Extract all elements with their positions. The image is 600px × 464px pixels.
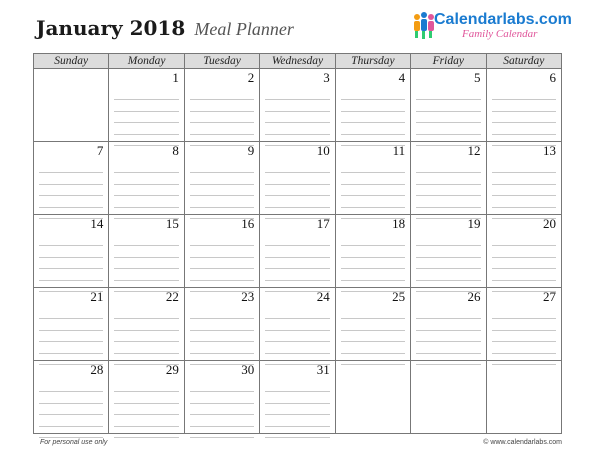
meal-lines [39,308,103,365]
meal-lines [114,162,178,219]
meal-line [341,112,405,123]
day-cell[interactable] [34,288,109,361]
calendar-grid [33,53,562,434]
meal-line [265,319,329,330]
meal-line [265,415,329,426]
meal-line [492,89,556,100]
day-number: 12 [467,143,481,158]
meal-line [341,89,405,100]
day-number: 4 [398,70,406,85]
meal-line [114,246,178,257]
meal-line [190,246,254,257]
meal-line [39,173,103,184]
meal-line [265,123,329,134]
meal-lines [190,162,254,219]
day-number: 23 [241,289,255,304]
calendar-week-row [34,361,562,434]
day-cell[interactable] [486,288,561,361]
day-number: 17 [316,216,330,231]
meal-lines [341,162,405,219]
day-number: 22 [165,289,179,304]
meal-line [114,427,178,438]
meal-line [341,319,405,330]
meal-line [492,246,556,257]
footer-note: For personal use only [40,439,108,446]
meal-line [39,392,103,403]
meal-line [341,269,405,280]
meal-line [190,319,254,330]
meal-line [114,258,178,269]
day-number: 1 [172,70,179,85]
meal-lines [190,381,254,438]
day-cell[interactable] [411,288,486,361]
meal-line [114,269,178,280]
meal-line [341,331,405,342]
meal-line [190,112,254,123]
weekday-wednesday: Wednesday [260,54,335,69]
day-number: 2 [247,70,255,85]
weekday-sunday: Sunday [34,54,109,69]
meal-line [114,235,178,246]
day-number: 29 [165,362,179,377]
meal-line [114,196,178,207]
weekday-thursday: Thursday [335,54,410,69]
meal-line [341,196,405,207]
meal-lines [114,381,178,438]
day-cell[interactable] [335,288,410,361]
weekday-friday: Friday [411,54,486,69]
day-number: 24 [316,289,330,304]
day-cell[interactable] [411,142,486,215]
calendar-week-row [34,142,562,215]
meal-line [341,235,405,246]
meal-line [39,162,103,173]
day-cell [486,361,561,434]
day-cell[interactable] [109,288,184,361]
meal-line [190,258,254,269]
family-icon [412,12,436,40]
meal-line [416,112,480,123]
meal-line [492,342,556,353]
weekday-tuesday: Tuesday [184,54,259,69]
day-number: 30 [241,362,255,377]
meal-lines [265,235,329,292]
meal-line [492,308,556,319]
day-cell[interactable] [184,215,259,288]
day-cell[interactable] [260,69,335,142]
meal-line [416,196,480,207]
day-cell[interactable] [184,361,259,434]
meal-line [265,112,329,123]
meal-line [190,269,254,280]
meal-line [416,123,480,134]
day-cell[interactable] [260,142,335,215]
meal-line [265,196,329,207]
meal-line [265,258,329,269]
day-cell[interactable] [34,215,109,288]
meal-line [265,308,329,319]
meal-line [114,185,178,196]
meal-line [492,123,556,134]
meal-lines [114,235,178,292]
meal-lines [492,308,556,365]
meal-line [265,392,329,403]
meal-line [416,246,480,257]
meal-line [492,258,556,269]
meal-line [190,100,254,111]
meal-line [492,173,556,184]
meal-line [190,162,254,173]
day-number: 9 [247,143,255,158]
meal-line [114,381,178,392]
day-cell[interactable] [184,69,259,142]
meal-line [416,319,480,330]
meal-lines [39,381,103,438]
meal-lines [265,381,329,438]
meal-line [341,185,405,196]
logo-tagline: Family Calendar [462,28,538,40]
meal-lines [416,162,480,219]
meal-lines [265,308,329,365]
meal-line [265,100,329,111]
meal-line [190,173,254,184]
meal-line [265,269,329,280]
day-cell[interactable] [34,361,109,434]
day-cell[interactable] [335,142,410,215]
meal-line [416,173,480,184]
meal-line [265,427,329,438]
meal-line [416,235,480,246]
meal-line [114,404,178,415]
meal-line [190,235,254,246]
meal-line [341,123,405,134]
meal-line [265,173,329,184]
day-number: 21 [90,289,104,304]
meal-line [114,162,178,173]
meal-line [265,89,329,100]
day-cell [34,69,109,142]
meal-line [265,185,329,196]
meal-line [341,258,405,269]
footer-copyright: © www.calendarlabs.com [483,439,562,446]
meal-line [265,162,329,173]
calendar-week-row [34,69,562,142]
meal-line [114,392,178,403]
meal-line [190,427,254,438]
day-cell[interactable] [411,69,486,142]
day-cell[interactable] [486,215,561,288]
meal-line [492,185,556,196]
meal-lines [190,89,254,146]
day-cell[interactable] [486,142,561,215]
meal-line [190,331,254,342]
day-number: 28 [90,362,104,377]
meal-line [265,235,329,246]
day-number: 3 [323,70,330,85]
meal-line [39,404,103,415]
day-cell[interactable] [109,142,184,215]
day-cell[interactable] [335,215,410,288]
day-cell[interactable] [109,215,184,288]
meal-lines [492,162,556,219]
day-number: 8 [172,143,179,158]
meal-lines [265,89,329,146]
weekday-saturday: Saturday [486,54,561,69]
day-number: 15 [165,216,179,231]
meal-line [265,381,329,392]
meal-line [190,404,254,415]
meal-line [265,342,329,353]
day-number: 13 [543,143,556,158]
day-number: 19 [467,216,481,231]
meal-line [39,196,103,207]
meal-line [39,185,103,196]
meal-line [114,123,178,134]
meal-line [190,308,254,319]
meal-line [492,100,556,111]
day-cell[interactable] [411,215,486,288]
meal-line [341,162,405,173]
meal-line [39,308,103,319]
day-number: 10 [316,143,330,158]
meal-line [265,331,329,342]
meal-line [341,342,405,353]
day-number: 6 [549,70,556,85]
day-number: 18 [392,216,406,231]
meal-lines [341,89,405,146]
meal-line [39,258,103,269]
day-cell[interactable] [34,142,109,215]
meal-lines [341,308,405,365]
meal-line [265,246,329,257]
meal-lines [416,308,480,365]
meal-line [190,185,254,196]
weekday-header-row [34,54,562,69]
meal-line [39,381,103,392]
meal-line [341,173,405,184]
meal-line [492,196,556,207]
meal-line [190,342,254,353]
meal-line [190,392,254,403]
meal-line [265,404,329,415]
meal-line [190,89,254,100]
meal-line [492,269,556,280]
calendar-body [34,69,562,434]
weekday-monday: Monday [109,54,184,69]
meal-line [416,185,480,196]
day-cell[interactable] [260,361,335,434]
meal-lines [190,235,254,292]
meal-line [416,89,480,100]
meal-line [190,415,254,426]
meal-line [341,100,405,111]
day-cell[interactable] [184,288,259,361]
meal-line [114,112,178,123]
meal-line [190,123,254,134]
day-cell[interactable] [109,69,184,142]
meal-line [190,196,254,207]
meal-line [114,415,178,426]
day-cell [411,361,486,434]
day-number: 27 [543,289,556,304]
meal-lines [265,162,329,219]
meal-line [114,89,178,100]
meal-line [492,319,556,330]
calendar-week-row [34,288,562,361]
calendar-week-row [34,215,562,288]
meal-line [190,381,254,392]
meal-line [114,173,178,184]
meal-lines [114,308,178,365]
meal-lines [341,235,405,292]
meal-line [492,235,556,246]
meal-line [114,319,178,330]
meal-line [416,308,480,319]
day-number: 26 [467,289,481,304]
meal-line [39,427,103,438]
day-number: 31 [316,362,330,377]
meal-line [416,258,480,269]
meal-lines [114,89,178,146]
meal-line [39,331,103,342]
page-title [36,16,294,40]
meal-line [114,308,178,319]
meal-line [416,269,480,280]
meal-line [114,100,178,111]
meal-line [416,162,480,173]
meal-line [416,342,480,353]
meal-line [492,162,556,173]
meal-line [341,246,405,257]
meal-line [341,308,405,319]
meal-lines [39,162,103,219]
day-cell[interactable] [260,288,335,361]
meal-line [39,415,103,426]
meal-lines [492,235,556,292]
day-cell[interactable] [184,142,259,215]
meal-lines [39,235,103,292]
meal-lines [190,308,254,365]
day-number: 11 [392,143,406,158]
meal-line [492,331,556,342]
day-number: 20 [543,216,556,231]
day-cell[interactable] [109,361,184,434]
day-cell[interactable] [486,69,561,142]
title-subtitle: Meal Planner [194,19,294,39]
day-number: 16 [241,216,255,231]
meal-line [39,269,103,280]
meal-line [416,100,480,111]
meal-lines [416,89,480,146]
day-cell [335,361,410,434]
meal-line [39,246,103,257]
day-number: 7 [96,143,104,158]
meal-line [492,112,556,123]
brand-logo[interactable] [412,10,572,44]
day-cell[interactable] [335,69,410,142]
meal-line [39,235,103,246]
day-number: 14 [90,216,104,231]
meal-line [39,319,103,330]
meal-lines [416,235,480,292]
meal-line [416,331,480,342]
meal-lines [492,89,556,146]
meal-line [114,342,178,353]
day-number: 25 [392,289,406,304]
title-month: January 2018 [36,16,186,40]
logo-wordmark: Calendarlabs.com [434,11,572,28]
day-number: 5 [474,70,481,85]
day-cell[interactable] [260,215,335,288]
meal-line [39,342,103,353]
meal-line [114,331,178,342]
